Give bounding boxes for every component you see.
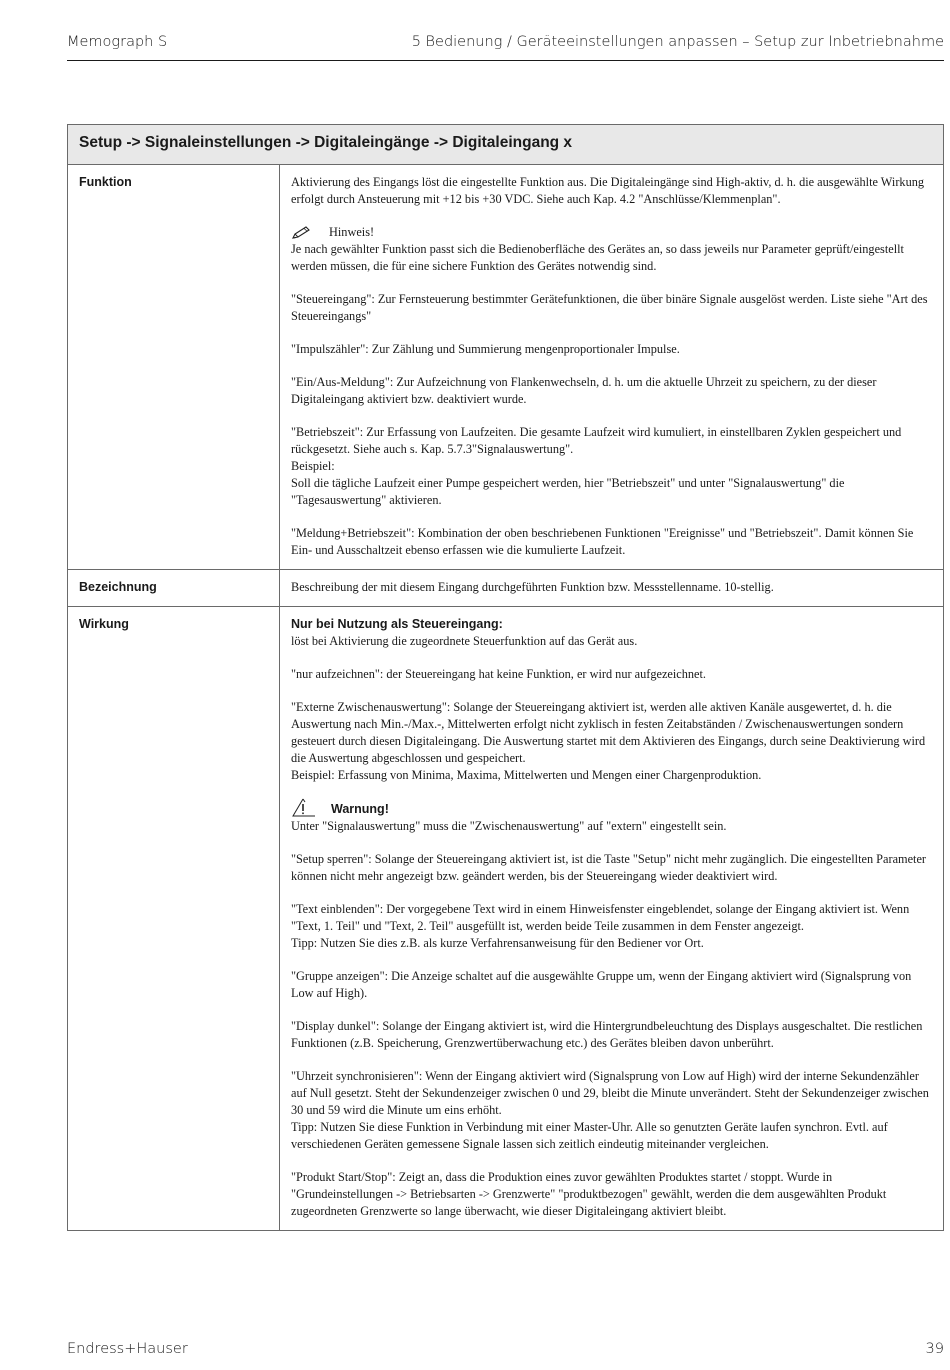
funktion-impulszaehler: "Impulszähler": Zur Zählung und Summierung mengenproportionaler Impulse. [291,342,680,356]
table-row-bezeichnung [68,570,943,607]
row-body-bezeichnung [280,570,943,606]
note-text: Je nach gewählter Funktion passt sich die Bedienoberfläche des Gerätes an, so dass jeweils nur Parameter geprüft/eingestellt werden müssen, die für eine sichere Funktion des Gerätes notwendig sind. [291,242,904,273]
betriebszeit-text: "Betriebszeit": Zur Erfassung von Laufzeiten. Die gesamte Laufzeit wird kumuliert, in einstellbaren Zyklen gespeichert und rückgesetzt. Siehe auch s. Kap. 5.7.3"Signalauswertung". [291,425,902,456]
header-product-name: Memograph S [67,34,168,50]
wirkung-uhrzeit-synchronisieren [291,1068,933,1153]
funktion-intro: Aktivierung des Eingangs löst die eingestellte Funktion aus. Die Digitaleingänge sind High-aktiv, d. h. die ausgewählte Wirkung erfolgt durch Ansteuerung mit +12 bis +30 VDC. Siehe auch Kap. 4.2 "Anschlüsse/Klemmenplan". [291,175,925,206]
funktion-steuereingang: "Steuereingang": Zur Fernsteuerung bestimmter Gerätefunktionen, die über binäre Signale ausgelöst werden. Liste siehe "Art des Steuereingangs" [291,292,928,323]
warning-title: Warnung! [331,802,389,816]
wirkung-produkt-start-stop: "Produkt Start/Stop": Zeigt an, dass die Produktion eines zuvor gewählten Produktes startet / stoppt. Wurde in "Grundeinstellungen -> Betriebsarten -> Grenzwerte" "produktbezogen" gewählt, werden die dem ausgewählten Produkt zugeordneten Grenzwerte so lange überwacht, wie dieser Digitaleingang aktiviert bleibt. [291,1170,887,1218]
betriebszeit-example-label: Beispiel: [291,459,335,473]
externe-zwischenauswertung-text: "Externe Zwischenauswertung": Solange der Steuereingang aktiviert ist, werden alle aktiven Kanäle ausgewertet, d. h. die Auswertung nach Min.-/Max.-, Mittelwerten erfolgt nicht zyklisch in festen Zeitabständen / Zwischenauswertungen sondern gesteuert durch diesen Digitaleingang. Die Auswertung startet mit dem Aktivieren des Eingangs, durch seine Deaktivierung wird die Auswertung abgeschlossen und gespeichert. [291,700,926,765]
footer-brand: Endress+Hauser [67,1341,188,1357]
wirkung-setup-sperren: "Setup sperren": Solange der Steuereingang aktiviert ist, ist die Taste "Setup" nicht mehr zugänglich. Die eingestellten Parameter können nicht mehr angezeigt bzw. geändert werden, bis der Steuereingang wieder deaktiviert wird. [291,852,927,883]
page-header [67,32,944,61]
uhrzeit-text: "Uhrzeit synchronisieren": Wenn der Eingang aktiviert wird (Signalsprung von Low auf High) wird der interne Sekundenzähler auf Null gesetzt. Steht der Sekundenzeiger zwischen 0 und 29, bleibt die Minute unverändert. Steht der Sekundenzeiger zwischen 30 und 59 wird die Minute um eins erhöht. [291,1069,929,1117]
wirkung-text-einblenden [291,901,933,952]
wirkung-heading: Nur bei Nutzung als Steuereingang: [291,617,503,631]
row-body-wirkung [280,607,943,1230]
text-einblenden-text: "Text einblenden": Der vorgegebene Text wird in einem Hinweisfenster eingeblendet, solange der Eingang aktiviert ist. Wenn "Text, 1. Teil" und "Text, 2. Teil" ausgefüllt ist, werden beide Teile zusammen in dem Fenster angezeigt. [291,902,910,933]
table-row-wirkung [68,607,943,1230]
wirkung-display-dunkel: "Display dunkel": Solange der Eingang aktiviert ist, wird die Hintergrundbeleuchtung des Displays ausgeschaltet. Die restlichen Funktionen (z.B. Speicherung, Grenzwertüberwachung etc.) des Gerätes bleiben davon unberührt. [291,1019,923,1050]
header-chapter-title: 5 Bedienung / Geräteeinstellungen anpassen – Setup zur Inbetriebnahme [411,34,944,50]
uhrzeit-tip: Tipp: Nutzen Sie diese Funktion in Verbindung mit einer Master-Uhr. Alle so genutzten Geräte laufen synchron. Evtl. auf verschiedenen Geräten gemessene Signale lassen sich zeitlich eindeutig miteinander vergleichen. [291,1120,888,1151]
wirkung-intro-text: löst bei Aktivierung die zugeordnete Steuerfunktion auf das Gerät aus. [291,634,638,648]
wirkung-gruppe-anzeigen: "Gruppe anzeigen": Die Anzeige schaltet auf die ausgewählte Gruppe um, wenn der Eingang aktiviert wird (Signalsprung von Low auf High). [291,969,912,1000]
note-title: Hinweis! [329,225,375,239]
externe-zwischenauswertung-example: Beispiel: Erfassung von Minima, Maxima, Mittelwerten und Mengen einer Chargenproduktion. [291,768,762,782]
row-label-funktion: Funktion [68,165,280,569]
funktion-meldung-betriebszeit: "Meldung+Betriebszeit": Kombination der oben beschriebenen Funktionen "Ereignisse" und "Betriebszeit". Damit können Sie Ein- und Ausschaltzeit ebenso erfassen wie die kumulierte Laufzeit. [291,526,914,557]
funktion-ein-aus-meldung: "Ein/Aus-Meldung": Zur Aufzeichnung von Flankenwechseln, d. h. um die aktuelle Uhrzeit zu speichern, zu der dieser Digitaleingang aktiviert bzw. deaktiviert wurde. [291,375,877,406]
wirkung-nur-aufzeichnen: "nur aufzeichnen": der Steuereingang hat keine Funktion, er wird nur aufgezeichnet. [291,667,706,681]
row-label-wirkung: Wirkung [68,607,280,1230]
warning-text: Unter "Signalauswertung" muss die "Zwischenauswertung" auf "extern" eingestellt sein. [291,819,727,833]
text-einblenden-tip: Tipp: Nutzen Sie dies z.B. als kurze Verfahrensanweisung für den Bediener vor Ort. [291,936,704,950]
warning-block [291,796,933,835]
table-title: Setup -> Signaleinstellungen -> Digitaleingänge -> Digitaleingang x [68,125,943,165]
wirkung-externe-zwischenauswertung [291,699,933,784]
row-body-funktion [280,165,943,569]
note-block [291,224,933,275]
page-number: 39 [925,1341,944,1357]
table-row-funktion [68,165,943,570]
settings-table [67,124,944,1231]
bezeichnung-text: Beschreibung der mit diesem Eingang durchgeführten Funktion bzw. Messstellenname. 10-stellig. [291,580,774,594]
pencil-icon [291,226,313,240]
row-label-bezeichnung: Bezeichnung [68,570,280,606]
betriebszeit-example-text: Soll die tägliche Laufzeit einer Pumpe gespeichert werden, hier "Betriebszeit" und unter "Signalauswertung" die "Tagesauswertung" aktivieren. [291,476,845,507]
funktion-betriebszeit [291,424,933,509]
wirkung-intro [291,616,933,650]
warning-icon [291,798,317,818]
